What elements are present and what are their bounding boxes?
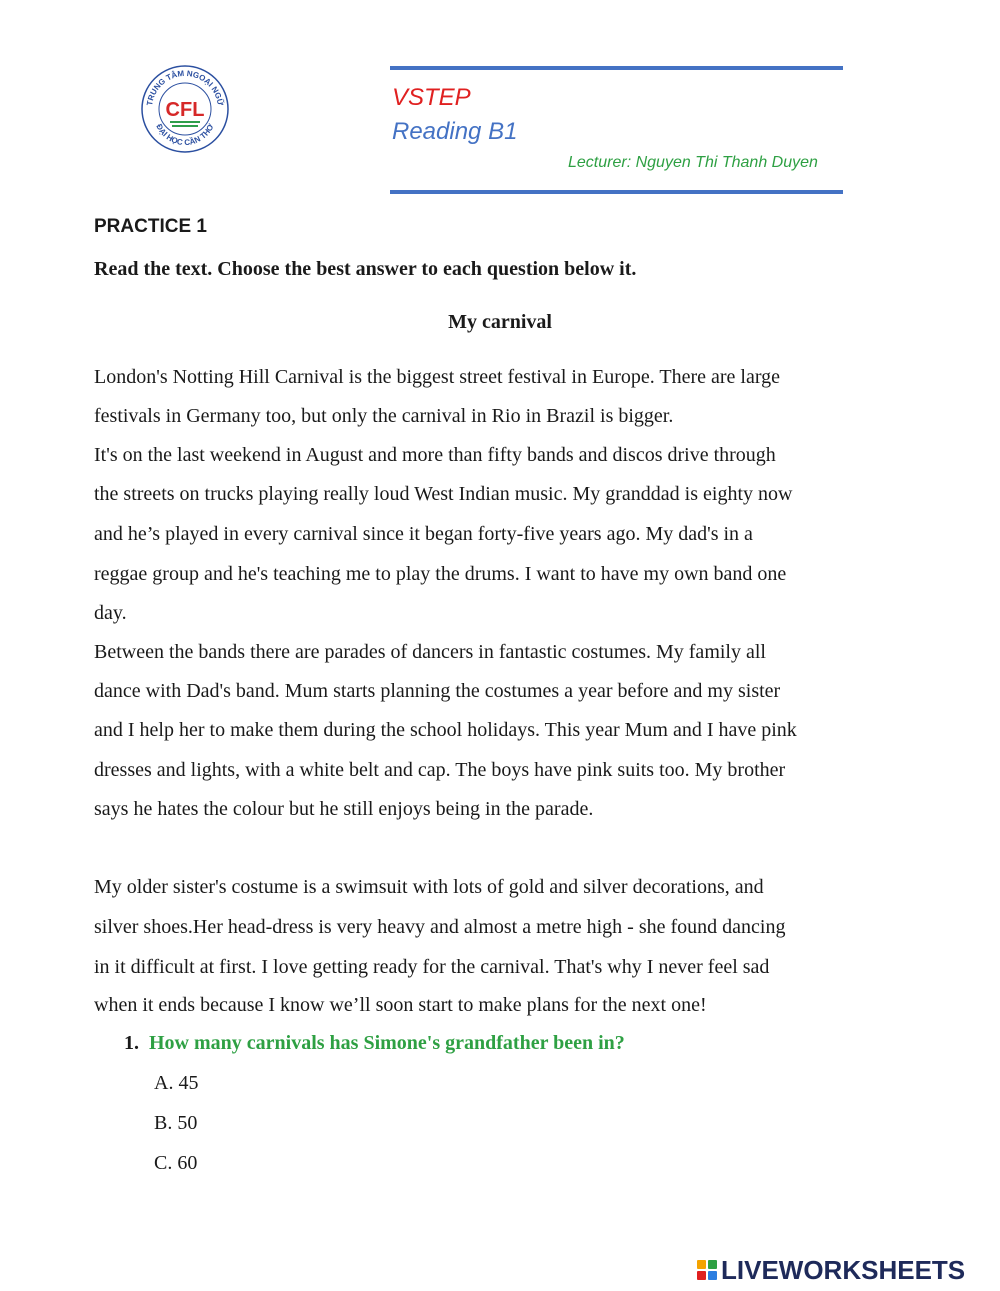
passage-line: and he’s played in every carnival since it began forty-five years ago. My dad's in a [94, 523, 753, 545]
passage-line: silver shoes.Her head-dress is very heavy and almost a metre high - she found dancing [94, 916, 786, 938]
passage-line: London's Notting Hill Carnival is the biggest street festival in Europe. There are large [94, 366, 781, 388]
passage-line: dresses and lights, with a white belt and cap. The boys have pink suits too. My brother [94, 759, 786, 781]
passage-line: in it difficult at first. I love getting ready for the carnival. That's why I never feel sad [94, 956, 770, 978]
lecturer-name: Lecturer: Nguyen Thi Thanh Duyen [568, 154, 818, 171]
passage-line: says he hates the colour but he still enjoys being in the parade. [94, 798, 594, 820]
brand-logo-icon [697, 1260, 717, 1280]
passage-line: when it ends because I know we’ll soon start to make plans for the next one! [94, 994, 707, 1016]
answer-option-b[interactable]: B. 50 [154, 1112, 198, 1134]
course-title: Reading B1 [392, 118, 518, 145]
passage-line: My older sister's costume is a swimsuit with lots of gold and silver decorations, and [94, 876, 764, 898]
passage-line: the streets on trucks playing really loud West Indian music. My granddad is eighty now [94, 483, 793, 505]
question-number: 1. [124, 1032, 139, 1054]
exam-name: VSTEP [392, 84, 471, 111]
passage-line: and I help her to make them during the school holidays. This year Mum and I have pink [94, 719, 797, 741]
passage-line: It's on the last weekend in August and more than fifty bands and discos drive through [94, 444, 776, 466]
answer-option-a[interactable]: A. 45 [154, 1072, 199, 1094]
center-logo [140, 64, 230, 154]
answer-option-c[interactable]: C. 60 [154, 1152, 198, 1174]
question-text: How many carnivals has Simone's grandfather been in? [149, 1032, 625, 1054]
instruction: Read the text. Choose the best answer to each question below it. [94, 258, 637, 280]
passage-line: dance with Dad's band. Mum starts planning the costumes a year before and my sister [94, 680, 781, 702]
liveworksheets-brand [697, 1253, 965, 1287]
logo-ring-text-bottom: ĐẠI HỌC CẦN THƠ [154, 122, 216, 148]
passage-line: reggae group and he's teaching me to play the drums. I want to have my own band one [94, 563, 787, 585]
passage-line: day. [94, 602, 127, 624]
header-rule-bottom [390, 190, 843, 194]
brand-text: LIVEWORKSHEETS [721, 1254, 966, 1285]
header-rule-top [390, 66, 843, 70]
practice-label: PRACTICE 1 [94, 216, 207, 237]
passage-title: My carnival [448, 311, 552, 333]
question-1 [124, 1032, 625, 1055]
passage-line: festivals in Germany too, but only the carnival in Rio in Brazil is bigger. [94, 405, 674, 427]
logo-ring-text-top: TRUNG TÂM NGOẠI NGỮ [145, 68, 225, 107]
logo-mark: CFL [165, 99, 205, 121]
passage-line: Between the bands there are parades of dancers in fantastic costumes. My family all [94, 641, 766, 663]
